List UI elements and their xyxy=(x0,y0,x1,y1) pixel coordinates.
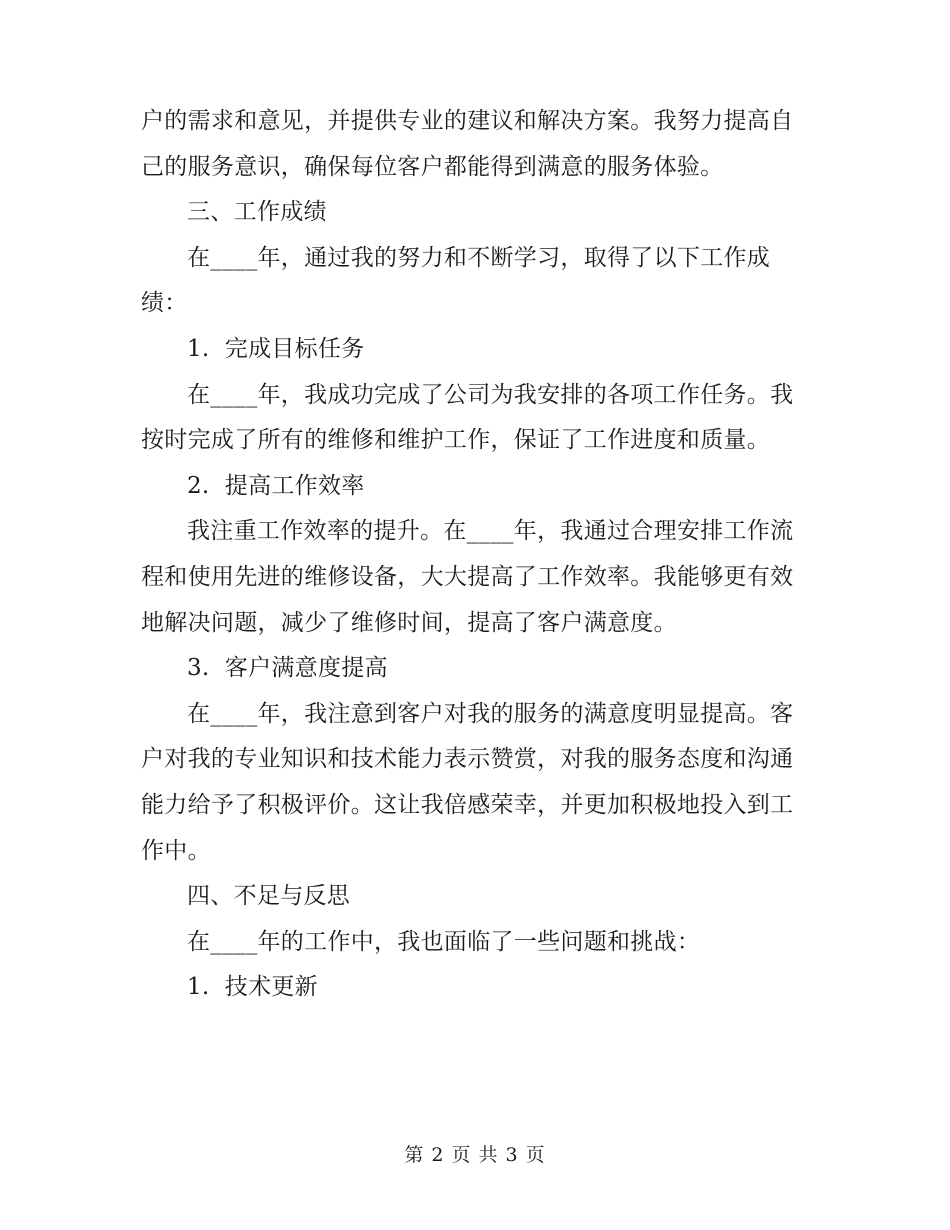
paragraph-efficiency: 我注重工作效率的提升。在____年，我通过合理安排工作流程和使用先进的维修设备，大大提高了工作效率。我能够更有效地解决问题，减少了维修时间，提高了客户满意度。 xyxy=(141,518,794,636)
section-heading-reflection: 四、不足与反思 xyxy=(187,883,351,910)
paragraph-complete-tasks: 在____年，我成功完成了公司为我安排的各项工作任务。我按时完成了所有的维修和维护工作，保证了工作进度和质量。 xyxy=(141,381,794,454)
paragraph-continuation: 户的需求和意见，并提供专业的建议和解决方案。我努力提高自己的服务意识，确保每位客户都能得到满意的服务体验。 xyxy=(141,108,794,180)
paragraph-satisfaction: 在____年，我注意到客户对我的服务的满意度明显提高。客户对我的专业知识和技术能力表示赞赏，对我的服务态度和沟通能力给予了积极评价。这让我倍感荣幸，并更加积极地投入到工作中。 xyxy=(141,700,794,864)
page-number-footer: 第 2 页 共 3 页 xyxy=(404,1144,546,1166)
subheading-tech-update: 1. 技术更新 xyxy=(187,974,318,1001)
section-heading-achievements: 三、工作成绩 xyxy=(187,199,327,226)
paragraph-achievements-intro: 在____年，通过我的努力和不断学习，取得了以下工作成绩： xyxy=(141,244,771,317)
subheading-complete-tasks: 1. 完成目标任务 xyxy=(187,335,365,362)
paragraph-reflection-intro: 在____年的工作中，我也面临了一些问题和挑战： xyxy=(187,928,701,955)
subheading-satisfaction: 3. 客户满意度提高 xyxy=(187,655,388,682)
document-body xyxy=(141,99,801,1011)
subheading-efficiency: 2. 提高工作效率 xyxy=(187,472,365,499)
